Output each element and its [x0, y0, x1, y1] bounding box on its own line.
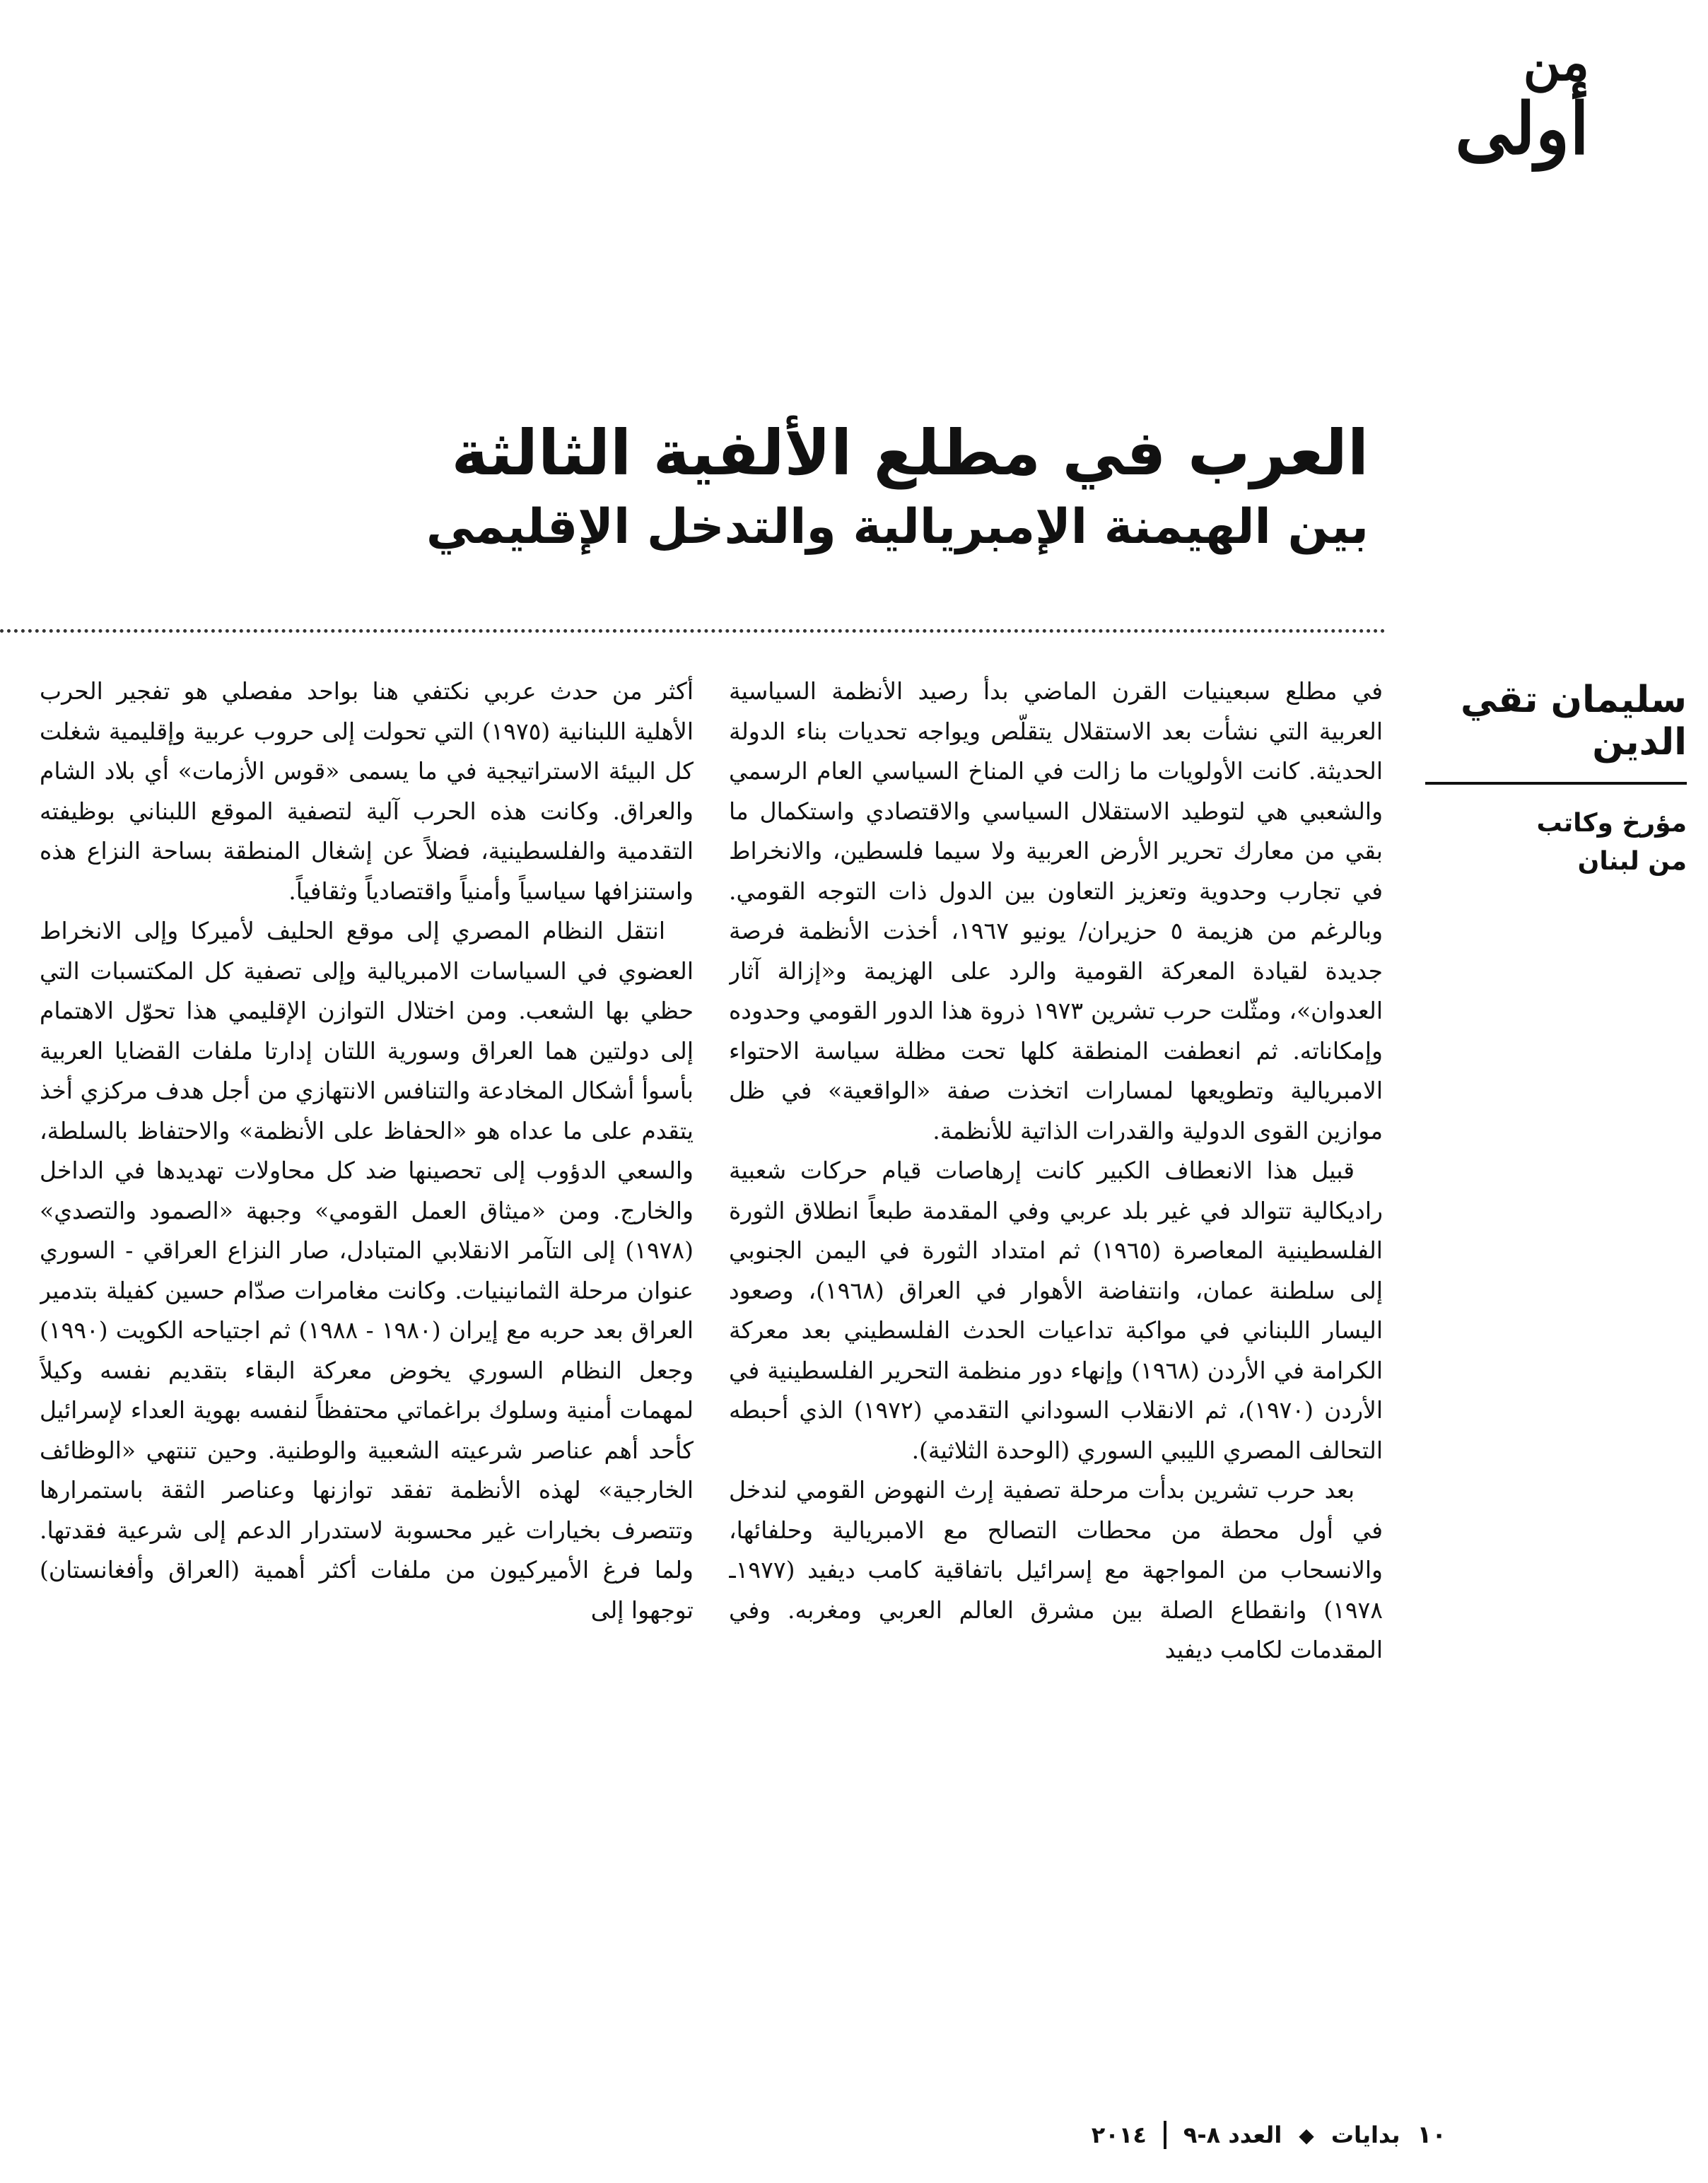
author-box — [1425, 679, 1687, 881]
page-footer — [598, 2121, 1446, 2149]
issue-number: العدد ٨-٩ — [1183, 2121, 1282, 2148]
issue-year: ٢٠١٤ — [1091, 2121, 1147, 2148]
author-desc-line-1: مؤرخ وكاتب — [1536, 809, 1687, 838]
paragraph: أكثر من حدث عربي نكتفي هنا بواحد مفصلي هو تفجير الحرب الأهلية اللبنانية (١٩٧٥) التي تحولت إلى حروب عربية وإقليمية شغلت كل البيئة الاستراتيجية في ما يسمى «قوس الأزمات» أي بلاد الشام والعراق. وكانت هذه الحرب آلية لتصفية الموقع اللبناني بوظيفته التقدمية والفلسطينية، فضلاً عن إشغال المنطقة بساحة النزاع هذه واستنزافها سياسياً وأمنياً واقتصادياً وثقافياً. — [40, 677, 694, 905]
body-column-1 — [729, 672, 1383, 2149]
header-divider — [0, 629, 1386, 633]
author-description — [1425, 804, 1687, 881]
magazine-name: بدايات — [1330, 2121, 1400, 2148]
article-title: العرب في مطلع الألفية الثالثة — [451, 416, 1369, 489]
logo-line-2: أولى — [1455, 87, 1589, 170]
page-number: ١٠ — [1417, 2121, 1446, 2149]
paragraph: انتقل النظام المصري إلى موقع الحليف لأميركا وإلى الانخراط العضوي في السياسات الامبريالية وإلى تصفية كل المكتسبات التي حظي بها الشعب. ومن اختلال التوازن الإقليمي هذا تحوّل الاهتمام إلى دولتين هما العراق وسورية اللتان إدارتا ملفات القضايا العربية بأسوأ أشكال المخادعة والتنافس الانتهازي من أجل هدف مركزي أخذ يتقدم على ما عداه هو «الحفاظ على الأنظمة» والاحتفاظ بالسلطة، والسعي الدؤوب إلى تحصينها ضد كل محاولات تهديدها في الداخل والخارج. ومن «ميثاق العمل القومي» وجبهة «الصمود والتصدي» (١٩٧٨) إلى التآمر الانقلابي المتبادل، صار النزاع العراقي - السوري عنوان مرحلة الثمانينيات. وكانت مغامرات صدّام حسين كفيلة بتدمير العراق بعد حربه مع إيران (١٩٨٠ - ١٩٨٨) ثم اجتياحه الكويت (١٩٩٠) وجعل النظام السوري يخوض معركة البقاء بتقديم نفسه وكيلاً لمهمات أمنية وسلوك براغماتي محتفظاً لنفسه بهوية العداء لإسرائيل كأحد أهم عناصر شرعيته الشعبية والوطنية. وحين تنتهي «الوظائف الخارجية» لهذه الأنظمة تفقد توازنها وعناصر الثقة باستمرارها وتتصرف بخيارات غير محسوبة لاستدرار الدعم إلى شرعية فقدتها. ولما فرغ الأميركيون من ملفات أكثر أهمية (العراق وأفغانستان) توجهوا إلى — [40, 917, 694, 1624]
article-header — [238, 417, 1369, 556]
article-subtitle: بين الهيمنة الإمبريالية والتدخل الإقليمي — [426, 499, 1369, 556]
body-column-2 — [40, 672, 694, 2149]
paragraph: في مطلع سبعينيات القرن الماضي بدأ رصيد الأنظمة السياسية العربية التي نشأت بعد الاستقلال يتقلّص ويواجه تحديات بناء الدولة الحديثة. كانت الأولويات ما زالت في المناخ السياسي العام الرسمي والشعبي هي لتوطيد الاستقلال السياسي والاقتصادي واستكمال ما بقي من معارك تحرير الأرض العربية ولا سيما فلسطين، والانخراط في تجارب وحدوية وتعزيز التعاون بين الدول ذات التوجه القومي. وبالرغم من هزيمة ٥ حزيران/ يونيو ١٩٦٧، أخذت الأنظمة فرصة جديدة لقيادة المعركة القومية والرد على الهزيمة و«إزالة آثار العدوان»، ومثّلت حرب تشرين ١٩٧٣ ذروة هذا الدور القومي وحدوده وإمكاناته. ثم انعطفت المنطقة كلها تحت مظلة سياسة الاحتواء الامبريالية وتطويعها لمسارات اتخذت صفة «الواقعية» في ظل موازين القوى الدولية والقدرات الذاتية للأنظمة. — [729, 677, 1383, 1145]
paragraph: قبيل هذا الانعطاف الكبير كانت إرهاصات قيام حركات شعبية راديكالية تتوالد في غير بلد عربي وفي المقدمة طبعاً انطلاق الثورة الفلسطينية المعاصرة (١٩٦٥) ثم امتداد الثورة في اليمن الجنوبي إلى سلطنة عمان، وانتفاضة الأهوار في العراق (١٩٦٨)، وصعود اليسار اللبناني في مواكبة تداعيات الحدث الفلسطيني بعد معركة الكرامة في الأردن (١٩٦٨) وإنهاء دور منظمة التحرير الفلسطينية في الأردن (١٩٧٠)، ثم الانقلاب السوداني التقدمي (١٩٧٢) الذي أحبطه التحالف المصري الليبي السوري (الوحدة الثلاثية). — [729, 1157, 1383, 1464]
section-logo — [1448, 32, 1589, 178]
diamond-icon: ◆ — [1299, 2123, 1314, 2147]
footer-separator — [1164, 2121, 1166, 2149]
author-divider — [1425, 782, 1687, 785]
paragraph: بعد حرب تشرين بدأت مرحلة تصفية إرث النهوض القومي لندخل في أول محطة من محطات التصالح مع الامبريالية وحلفائها، والانسحاب من المواجهة مع إسرائيل باتفاقية كامب ديفيد (١٩٧٧ـ ١٩٧٨) وانقطاع الصلة بين مشرق العالم العربي ومغربه. وفي المقدمات لكامب ديفيد — [729, 1476, 1383, 1663]
logo-line-1: من — [1523, 32, 1589, 92]
author-desc-line-2: من لبنان — [1577, 847, 1687, 876]
author-name: سليمان تقي الدين — [1460, 679, 1687, 763]
